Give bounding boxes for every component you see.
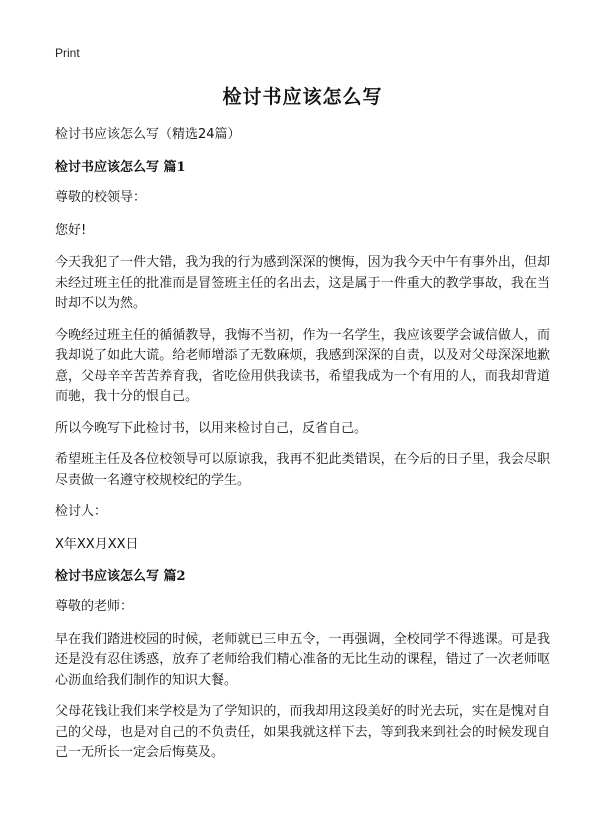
print-label: Print [55,46,80,60]
paragraph: 父母花钱让我们来学校是为了学知识的，而我却用这段美好的时光去玩，实在是愧对自己的父母，也是对自己的不负责任，如果我就这样下去，等到我来到社会的时候发现自己一无所长一定会后悔莫及。 [55,704,550,760]
paragraph: 今晚经过班主任的循循教导，我悔不当初，作为一名学生，我应该要学会诚信做人，而我却说了如此大谎。给老师增添了无数麻烦，我感到深深的自责，以及对父母深深地歉意，父母辛辛苦苦养育我，省吃俭用供我读书，希望我成为一个有用的人，而我却背道而驰，我十分的恨自己。 [55,327,550,404]
date: X年XX月XX日 [55,536,139,552]
section-2 [55,567,550,764]
greeting: 您好! [55,222,87,238]
document-subtitle: 检讨书应该怎么写（精选24篇） [55,127,241,142]
section-heading: 检讨书应该怎么写 篇2 [55,569,186,584]
signature: 检讨人： [55,504,108,519]
paragraph: 早在我们踏进校园的时候，老师就已三申五令，一再强调，全校同学不得逃课。可是我还是没有忍住诱惑，放弃了老师给我们精心准备的无比生动的课程，错过了一次老师呕心沥血给我们制作的知识大餐。 [55,631,550,688]
paragraph: 所以今晚写下此检讨书，以用来检讨自己，反省自己。 [55,420,368,436]
paragraph: 希望班主任及各位校领导可以原谅我，我再不犯此类错误，在今后的日子里，我会尽职尽责做一名遵守校规校纪的学生。 [55,452,550,488]
salutation: 尊敬的校领导： [55,190,147,205]
section-1 [55,158,550,555]
section-heading: 检讨书应该怎么写 篇1 [55,160,186,175]
salutation: 尊敬的老师： [55,599,134,614]
paragraph: 今天我犯了一件大错，我为我的行为感到深深的懊悔，因为我今天中午有事外出，但却未经过班主任的批准而是冒签班主任的名出去，这是属于一件重大的教学事故，我在当时却不以为然。 [55,255,550,311]
document-title: 检讨书应该怎么写 [222,86,383,108]
